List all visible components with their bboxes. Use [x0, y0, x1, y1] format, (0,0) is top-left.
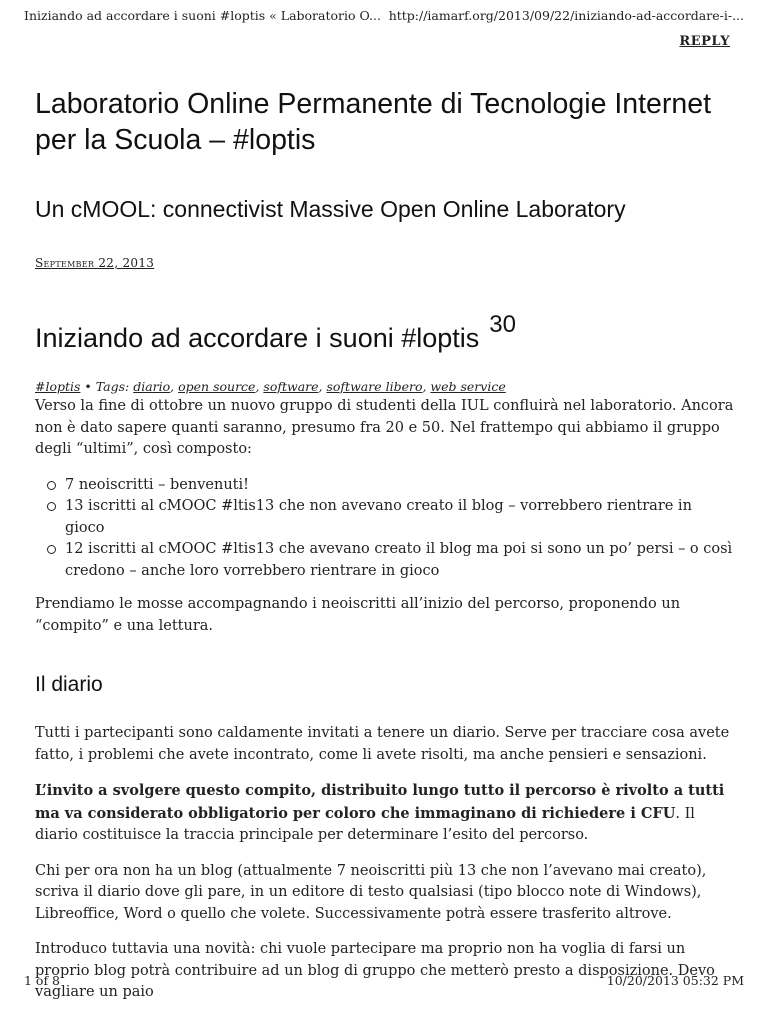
- paragraph-diario-1: Tutti i partecipanti sono caldamente invitati a tenere un diario. Serve per tracciare cosa avete fatto, i problemi che avete incontrato, come li avete risolti, ma anche pensieri e sensazioni.: [35, 725, 730, 763]
- print-datetime: 10/20/2013 05:32 PM: [606, 973, 744, 988]
- meta-separator: •: [84, 379, 96, 394]
- tags-label: Tags:: [95, 379, 130, 394]
- print-footer: [24, 973, 744, 988]
- main-content: [35, 86, 735, 1018]
- post-date-link[interactable]: September 22, 2013: [35, 256, 155, 270]
- post-intro: Verso la fine di ottobre un nuovo gruppo di studenti della IUL confluirà nel laboratorio. Ancora non è dato sapere quanti saranno, presumo fra 20 e 50. Nel frattempo qui abbiamo il gruppo degli “ultimi”, così composto:: [35, 398, 734, 457]
- paragraph-diario-3: Chi per ora non ha un blog (attualmente 7 neoiscritti più 13 che non l’avevano mai creato), scriva il diario dove gli pare, in un editore di testo qualsiasi (tipo blocco note di Windows), Libreoffice, Word o quello che volete. Successivamente potrà essere trasferito altrove.: [35, 862, 707, 922]
- page-number: 1 of 8: [24, 973, 61, 988]
- section-heading-diario: Il diario: [35, 673, 103, 696]
- paragraph-diario-4: Introduco tuttavia una novità: chi vuole partecipare ma proprio non ha voglia di farsi un proprio blog potrà contribuire ad un blog di gruppo che metterò presto a disposizione. Devo vagliare un paio: [35, 941, 715, 1000]
- post-header: [35, 310, 735, 356]
- post-title: Iniziando ad accordare i suoni #loptis: [35, 323, 480, 353]
- site-description: Un cMOOL: connectivist Massive Open Online Laboratory: [35, 196, 626, 222]
- paragraph-rest-part: . Il diario costituisce la traccia principale per determinare l’esito del percorso.: [35, 805, 695, 843]
- tag-link[interactable]: software libero: [326, 379, 423, 394]
- post-meta: #loptis • Tags: diario, open source, software, software libero, web service: [35, 379, 506, 394]
- list-item: 12 iscritti al cMOOC #ltis13 che avevano creato il blog ma poi si sono un po’ persi – o così credono – anche loro vorrebbero rientrare in gioco: [47, 539, 735, 582]
- site-title[interactable]: Laboratorio Online Permanente di Tecnologie Internet per la Scuola – #loptis: [35, 88, 711, 156]
- print-page-title: Iniziando ad accordare i suoni #loptis « Laboratorio O...: [24, 8, 381, 23]
- tag-link[interactable]: diario: [133, 379, 171, 394]
- group-list: [35, 475, 735, 583]
- reply-link[interactable]: REPLY: [679, 34, 730, 49]
- paragraph-bold-part: L’invito a svolgere questo compito, distribuito lungo tutto il percorso è rivolto a tutti ma va considerato obbligatorio per coloro che immaginano di richiedere i CFU: [35, 782, 725, 822]
- paragraph-diario-2: [35, 780, 735, 847]
- list-item: 7 neoiscritti – benvenuti!: [47, 475, 735, 497]
- after-list-paragraph: Prendiamo le mosse accompagnando i neoiscritti all’inizio del percorso, proponendo un “compito” e una lettura.: [35, 596, 681, 634]
- print-header: [24, 8, 744, 23]
- print-url: http://iamarf.org/2013/09/22/iniziando-ad-accordare-i-...: [388, 8, 744, 23]
- list-item: 13 iscritti al cMOOC #ltis13 che non avevano creato il blog – vorrebbero rientrare in gioco: [47, 496, 735, 539]
- comment-count[interactable]: 30: [489, 311, 516, 338]
- tag-link[interactable]: web service: [430, 379, 506, 394]
- tag-link[interactable]: software: [263, 379, 319, 394]
- category-link[interactable]: #loptis: [35, 379, 81, 394]
- tag-link[interactable]: open source: [178, 379, 256, 394]
